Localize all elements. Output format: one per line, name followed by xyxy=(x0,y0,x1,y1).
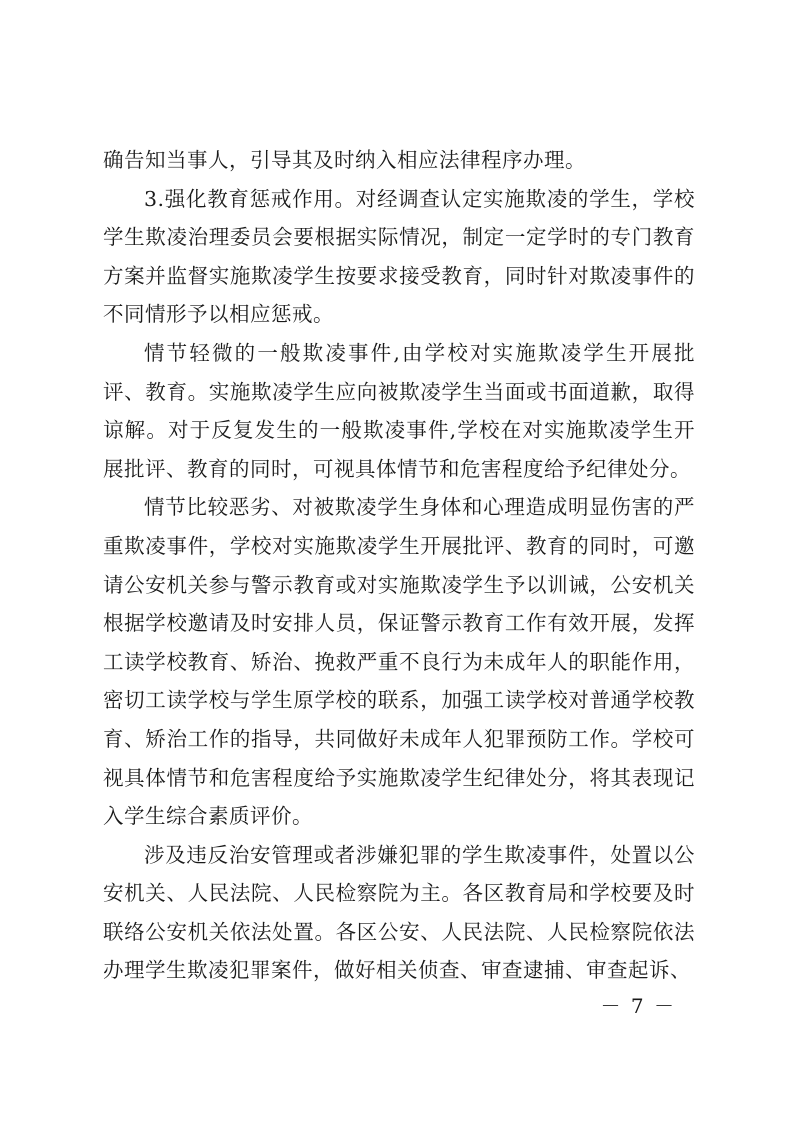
paragraph-minor-bullying: 情节轻微的一般欺凌事件,由学校对实施欺凌学生开展批评、教育。实施欺凌学生应向被欺凌学生当面或书面道歉，取得谅解。对于反复发生的一般欺凌事件,学校在对实施欺凌学生开展批评、教育的同时，可视具体情节和危害程度给予纪律处分。 xyxy=(103,340,695,481)
page-number: － 7 － xyxy=(600,994,676,1018)
paragraph-strengthen-discipline: 3.强化教育惩戒作用。对经调查认定实施欺凌的学生，学校学生欺凌治理委员会要根据实际情况，制定一定学时的专门教育方案并监督实施欺凌学生按要求接受教育，同时针对欺凌事件的不同情形予以相应惩戒。 xyxy=(103,186,695,327)
paragraph-serious-bullying: 情节比较恶劣、对被欺凌学生身体和心理造成明显伤害的严重欺凌事件，学校对实施欺凌学生开展批评、教育的同时，可邀请公安机关参与警示教育或对实施欺凌学生予以训诫，公安机关根据学校邀请及时安排人员，保证警示教育工作有效开展，发挥工读学校教育、矫治、挽救严重不良行为未成年人的职能作用，密切工读学校与学生原学校的联系，加强工读学校对普通学校教育、矫治工作的指导，共同做好未成年人犯罪预防工作。学校可视具体情节和危害程度给予实施欺凌学生纪律处分，将其表现记入学生综合素质评价。 xyxy=(103,495,695,829)
paragraph-continuation: 确告知当事人，引导其及时纳入相应法律程序办理。 xyxy=(103,148,586,172)
document-body xyxy=(103,141,695,990)
paragraph-criminal-bullying: 涉及违反治安管理或者涉嫌犯罪的学生欺凌事件，处置以公安机关、人民法院、人民检察院为主。各区教育局和学校要及时联络公安机关依法处置。各区公安、人民法院、人民检察院依法办理学生欺凌犯罪案件，做好相关侦查、审查逮捕、审查起诉、 xyxy=(103,842,695,983)
